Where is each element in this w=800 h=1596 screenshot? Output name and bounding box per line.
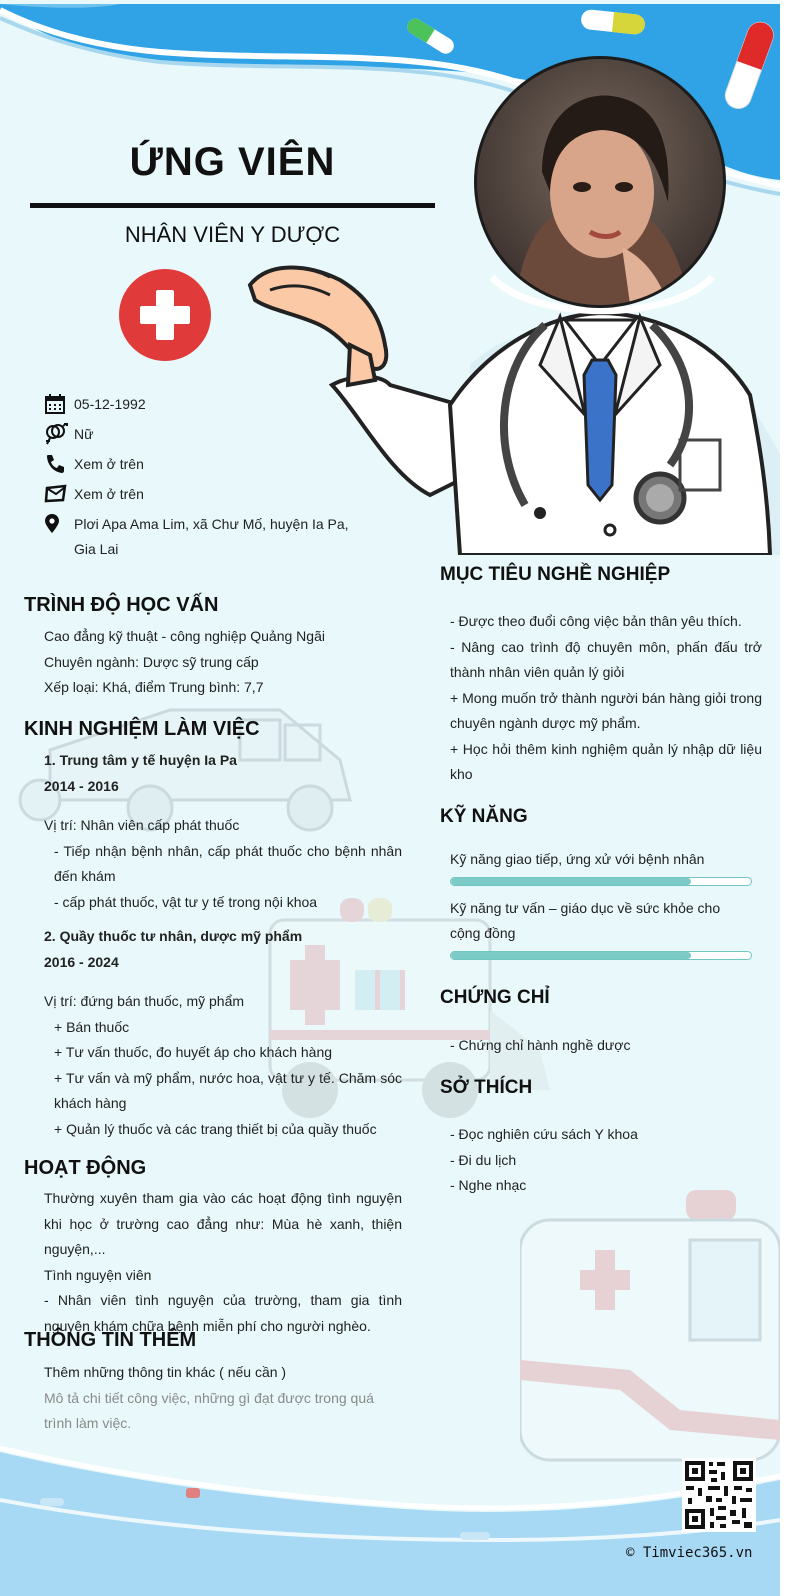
education-line: Xếp loại: Khá, điểm Trung bình: 7,7 [44, 679, 264, 695]
job-duty: + Tư vấn thuốc, đo huyết áp cho khách hàng [54, 1044, 333, 1060]
email-row [44, 482, 364, 507]
experience-title: KINH NGHIỆM LÀM VIỆC [24, 718, 260, 740]
avatar [472, 52, 730, 318]
certificate-line: - Chứng chỉ hành nghề dược [450, 1037, 631, 1053]
phone-icon [44, 453, 68, 475]
extra-info-content [44, 1360, 402, 1437]
address-row [44, 512, 364, 562]
objective-line: + Mong muốn trở thành người bán hàng giỏi trong chuyên ngành dược mỹ phẩm. [450, 689, 762, 731]
activities-title: HOẠT ĐỘNG [24, 1157, 147, 1179]
hobbies-title: SỞ THÍCH [440, 1077, 533, 1098]
gender-icon [44, 423, 68, 445]
certificates-title: CHỨNG CHỈ [440, 987, 550, 1008]
job-duty: + Quản lý thuốc và các trang thiết bị của quầy thuốc [54, 1120, 377, 1137]
birthdate-text: 05-12-1992 [74, 396, 146, 412]
job-period: 2016 - 2024 [44, 953, 119, 970]
skill-level-bar [450, 877, 752, 886]
hobbies-content [450, 1122, 762, 1199]
extra-info-title: THÔNG TIN THÊM [24, 1329, 197, 1351]
ambulance-watermark-right [520, 1190, 780, 1470]
education-line: Chuyên ngành: Dược sỹ trung cấp [44, 653, 259, 670]
certificates-content [450, 1033, 762, 1059]
activity-line: - Nhân viên tình nguyện của trường, tham gia tình nguyện khám chữa bệnh miễn phí cho người nghèo. [44, 1292, 402, 1334]
skill-level-bar [450, 951, 752, 960]
skills-content [450, 847, 752, 970]
job-title: NHÂN VIÊN Y DƯỢC [124, 222, 341, 247]
job-duty: + Bán thuốc [54, 1018, 130, 1035]
gender-text: Nữ [74, 426, 94, 442]
skill-level-fill [451, 878, 691, 885]
job-period: 2014 - 2016 [44, 777, 119, 794]
extra-info-line: Thêm những thông tin khác ( nếu cần ) [44, 1364, 287, 1380]
hobby-line: - Đọc nghiên cứu sách Y khoa [450, 1126, 638, 1142]
job-company: 1. Trung tâm y tế huyện Ia Pa [44, 752, 237, 768]
extra-info-placeholder: Mô tả chi tiết công việc, những gì đạt được trong quá trình làm việc. [44, 1389, 374, 1431]
page-margin [780, 0, 800, 1596]
objective-title: MỤC TIÊU NGHỀ NGHIỆP [440, 564, 671, 585]
job-duty: - Tiếp nhận bệnh nhân, cấp phát thuốc cho bệnh nhân đến khám [54, 842, 402, 884]
red-cross-icon [118, 268, 212, 362]
hobby-line: - Đi du lịch [450, 1151, 517, 1168]
experience-content [44, 748, 402, 1142]
email-text: Xem ở trên [74, 486, 144, 502]
education-line: Cao đẳng kỹ thuật - công nghiệp Quảng Ngãi [44, 628, 325, 644]
activities-content [44, 1186, 402, 1339]
address-text: Plơi Apa Ama Lim, xã Chư Mố, huyện Ia Pa, Gia Lai [74, 516, 349, 557]
objective-content [450, 609, 762, 788]
objective-line: - Nâng cao trình độ chuyên môn, phấn đấu trở thành nhân viên quản lý giỏi [450, 638, 762, 680]
qr-code [682, 1458, 756, 1532]
personal-info [44, 392, 364, 567]
skill-name: Kỹ năng giao tiếp, ứng xử với bệnh nhân [450, 851, 705, 867]
phone-row [44, 452, 364, 477]
job-position: Vị trí: đứng bán thuốc, mỹ phẩm [44, 993, 245, 1009]
location-icon [44, 513, 68, 535]
phone-text: Xem ở trên [74, 456, 144, 472]
cv-title: ỨNG VIÊN [129, 140, 336, 184]
job-company: 2. Quầy thuốc tư nhân, dược mỹ phẩm [44, 928, 303, 944]
pill-green-icon [400, 12, 460, 62]
education-content [44, 624, 404, 701]
bottom-wave-decoration [0, 1440, 780, 1596]
objective-line: - Được theo đuổi công việc bản thân yêu thích. [450, 613, 742, 629]
skill-level-fill [451, 952, 691, 959]
gender-row [44, 422, 364, 447]
hobby-line: - Nghe nhạc [450, 1177, 527, 1193]
email-icon [44, 483, 68, 505]
activity-line: Tình nguyện viên [44, 1266, 152, 1283]
skills-title: KỸ NĂNG [440, 806, 528, 827]
activity-line: Thường xuyên tham gia vào các hoạt động tình nguyện khi học ở trường cao đẳng như: Mùa hè xanh, thiện nguyện,... [44, 1190, 402, 1257]
education-title: TRÌNH ĐỘ HỌC VẤN [24, 594, 219, 616]
job-position: Vị trí: Nhân viên cấp phát thuốc [44, 817, 240, 833]
footer-copyright: © Timviec365.vn [626, 1545, 753, 1561]
title-divider [30, 203, 435, 208]
birthdate-row [44, 392, 364, 417]
calendar-icon [44, 393, 68, 415]
skill-name: Kỹ năng tư vấn – giáo dục về sức khỏe cho cộng đồng [450, 899, 721, 941]
job-duty: + Tư vấn và mỹ phẩm, nước hoa, vật tư y tế. Chăm sóc khách hàng [54, 1069, 402, 1111]
pill-yellow-icon [578, 6, 648, 38]
job-duty: - cấp phát thuốc, vật tư y tế trong nội khoa [54, 893, 318, 910]
objective-line: + Học hỏi thêm kinh nghiệm quản lý nhập dữ liệu kho [450, 740, 762, 782]
